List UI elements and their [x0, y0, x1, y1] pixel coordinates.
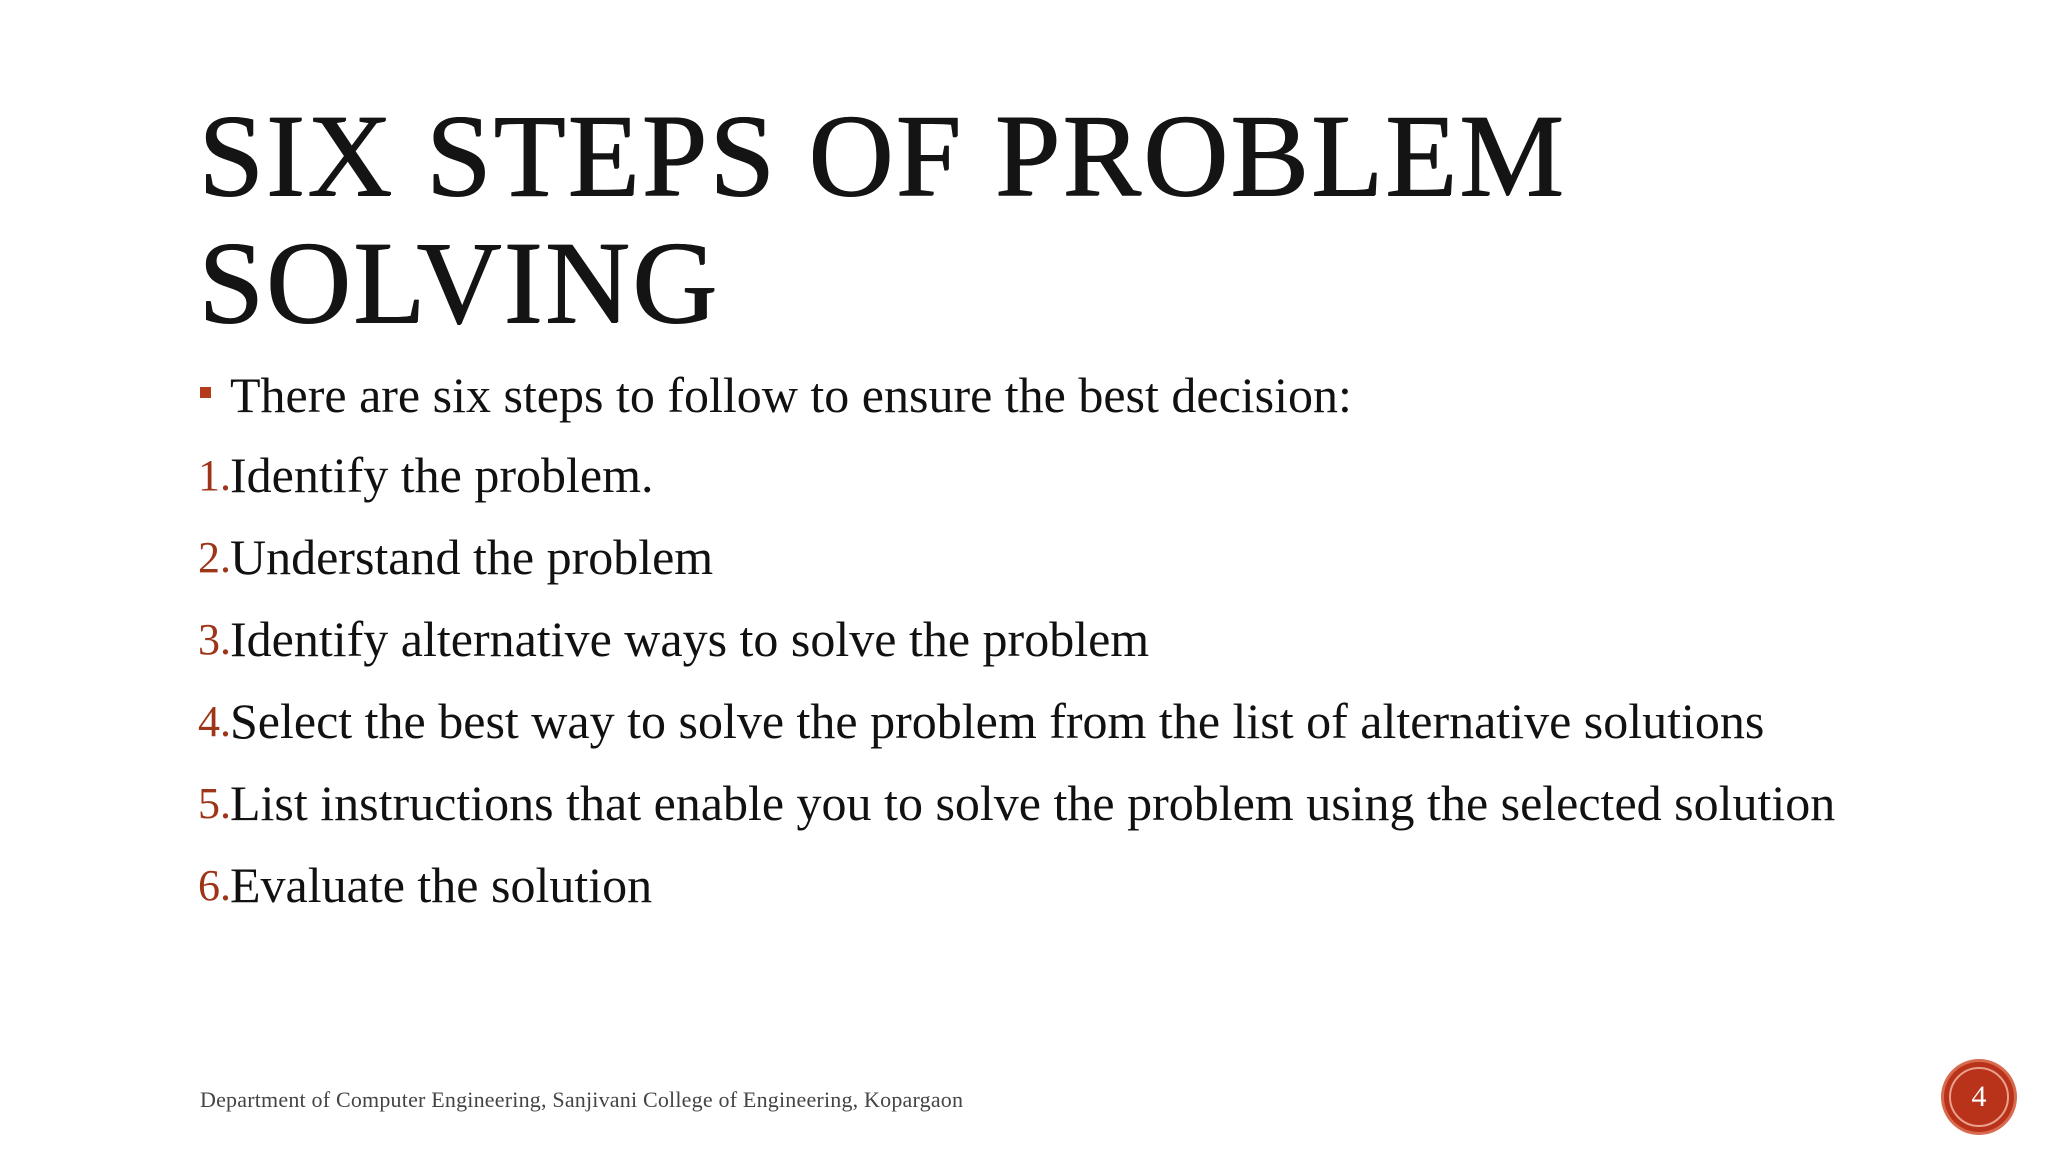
intro-text: There are six steps to follow to ensure the best decision:	[230, 367, 1352, 423]
step-text: Understand the problem	[230, 529, 714, 585]
slide-footer: Department of Computer Engineering, Sanjivani College of Engineering, Kopargaon	[200, 1087, 964, 1112]
step-number: 5.	[198, 779, 231, 828]
intro-bullet	[198, 366, 1878, 424]
slide-title-line-2: SOLVING	[198, 217, 720, 348]
step-item-1	[198, 448, 1878, 503]
page-number-badge	[1944, 1062, 2014, 1132]
step-item-3	[198, 612, 1878, 667]
slide-content	[198, 366, 1878, 940]
slide-title-line-1: SIX STEPS OF PROBLEM	[198, 90, 1566, 221]
step-text: Evaluate the solution	[230, 857, 653, 913]
step-text: Identify alternative ways to solve the problem	[230, 611, 1150, 667]
page-number: 4	[1971, 1080, 1987, 1113]
step-number: 2.	[198, 533, 231, 582]
step-number: 6.	[198, 861, 231, 910]
square-bullet-icon	[200, 387, 211, 398]
slide-title	[198, 92, 1898, 346]
step-text: Identify the problem.	[230, 447, 654, 503]
step-item-5	[198, 776, 1878, 831]
step-number: 3.	[198, 615, 231, 664]
step-item-4	[198, 694, 1878, 749]
step-item-2	[198, 530, 1878, 585]
step-number: 4.	[198, 697, 231, 746]
step-text: List instructions that enable you to solve the problem using the selected solution	[230, 775, 1836, 831]
step-text: Select the best way to solve the problem from the list of alternative solutions	[230, 693, 1765, 749]
step-item-6	[198, 858, 1878, 913]
step-number: 1.	[198, 451, 231, 500]
